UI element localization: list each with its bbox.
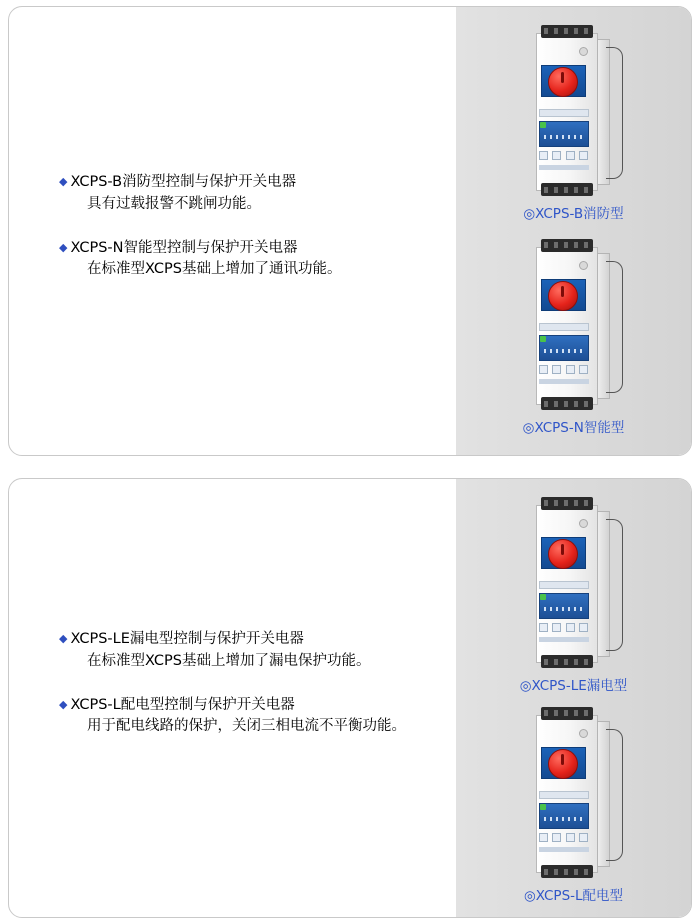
- device-top-terminal: [541, 25, 593, 38]
- diamond-bullet-icon: ◆: [59, 175, 68, 188]
- panel-2-bullet-list: [59, 629, 439, 760]
- device-illustration: [528, 705, 620, 880]
- device-bottom-stripe: [539, 165, 589, 170]
- panel-fire-smart: [8, 6, 692, 456]
- device-illustration: [528, 23, 620, 198]
- list-item: [59, 238, 439, 282]
- list-item: [59, 172, 439, 216]
- panel-1-photo-strip: [456, 7, 691, 455]
- product-caption: ◎XCPS-L配电型: [523, 888, 624, 904]
- device-cable: [606, 729, 623, 861]
- panel-leakage-distribution: [8, 478, 692, 918]
- device-button-row: [539, 623, 589, 632]
- device-screw: [579, 519, 588, 528]
- list-item: [59, 695, 439, 739]
- product-figure-xcps-le: [456, 495, 691, 694]
- bullet-title: XCPS-LE漏电型控制与保护开关电器: [70, 631, 304, 647]
- device-bottom-stripe: [539, 847, 589, 852]
- bullet-description: 在标准型XCPS基础上增加了通讯功能。: [87, 261, 342, 278]
- diamond-bullet-icon: ◆: [59, 632, 68, 645]
- device-display: [539, 121, 589, 147]
- device-bottom-terminal: [541, 865, 593, 878]
- device-illustration: [528, 495, 620, 670]
- panel-2-text-area: [9, 479, 456, 917]
- product-caption: ◎XCPS-LE漏电型: [519, 678, 628, 694]
- panel-2-photo-strip: [456, 479, 691, 917]
- device-button-row: [539, 151, 589, 160]
- bullet-title: XCPS-B消防型控制与保护开关电器: [70, 174, 297, 190]
- product-caption: ◎XCPS-B消防型: [523, 206, 624, 222]
- device-status-led: [540, 336, 546, 342]
- device-rotary-knob: [548, 67, 578, 97]
- device-cable: [606, 519, 623, 651]
- product-figure-xcps-l: [456, 705, 691, 904]
- product-figure-xcps-b: [456, 23, 691, 222]
- list-item: [59, 629, 439, 673]
- device-button-row: [539, 833, 589, 842]
- device-bottom-stripe: [539, 379, 589, 384]
- device-nameplate: [539, 791, 589, 799]
- device-top-terminal: [541, 707, 593, 720]
- device-status-led: [540, 594, 546, 600]
- diamond-bullet-icon: ◆: [59, 697, 68, 711]
- bullet-title: XCPS-N智能型控制与保护开关电器: [70, 239, 298, 256]
- product-caption: ◎XCPS-N智能型: [522, 420, 625, 436]
- device-display: [539, 593, 589, 619]
- bullet-title: XCPS-L配电型控制与保护开关电器: [70, 696, 295, 713]
- device-bottom-terminal: [541, 397, 593, 410]
- device-display: [539, 335, 589, 361]
- device-button-row: [539, 365, 589, 374]
- device-bottom-terminal: [541, 183, 593, 196]
- panel-1-bullet-list: [59, 172, 439, 303]
- device-top-terminal: [541, 497, 593, 510]
- device-nameplate: [539, 581, 589, 589]
- device-bottom-stripe: [539, 637, 589, 642]
- bullet-description: 具有过载报警不跳闸功能。: [87, 195, 261, 212]
- device-bottom-terminal: [541, 655, 593, 668]
- diamond-bullet-icon: ◆: [59, 240, 68, 254]
- device-display: [539, 803, 589, 829]
- device-status-led: [540, 804, 546, 810]
- device-cable: [606, 261, 623, 393]
- device-rotary-knob: [548, 539, 578, 569]
- device-nameplate: [539, 323, 589, 331]
- panel-1-text-area: [9, 7, 456, 455]
- device-illustration: [528, 237, 620, 412]
- device-status-led: [540, 122, 546, 128]
- device-top-terminal: [541, 239, 593, 252]
- device-screw: [579, 729, 588, 738]
- bullet-description: 在标准型XCPS基础上增加了漏电保护功能。: [87, 652, 371, 669]
- device-screw: [579, 47, 588, 56]
- device-rotary-knob: [548, 749, 578, 779]
- bullet-description: 用于配电线路的保护，关闭三相电流不平衡功能。: [87, 718, 406, 735]
- device-cable: [606, 47, 623, 179]
- device-screw: [579, 261, 588, 270]
- device-nameplate: [539, 109, 589, 117]
- device-rotary-knob: [548, 281, 578, 311]
- product-figure-xcps-n: [456, 237, 691, 436]
